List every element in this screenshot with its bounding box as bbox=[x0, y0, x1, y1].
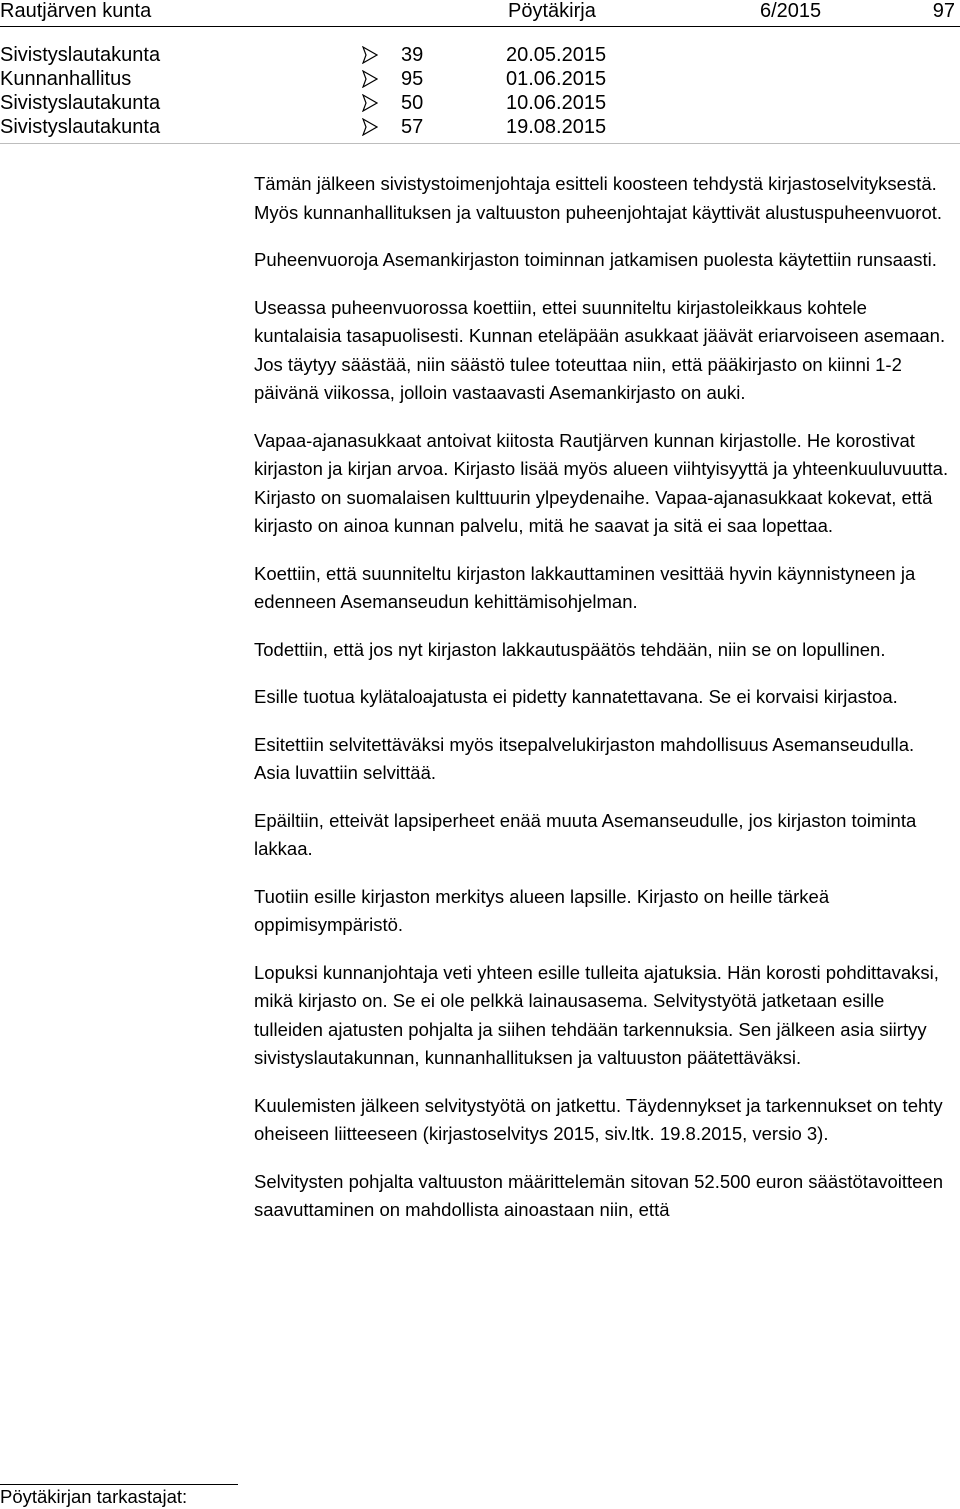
paragraph: Esitettiin selvitettäväksi myös itsepalvelukirjaston mahdollisuus Asemanseudulla. Asia luvattiin selvittää. bbox=[254, 733, 915, 783]
arrow-right-icon bbox=[362, 94, 378, 112]
paragraph: Tuotiin esille kirjaston merkitys alueen lapsille. Kirjasto on heille tärkeä oppimisympäristö. bbox=[254, 885, 830, 935]
paragraph: Vapaa-ajanasukkaat antoivat kiitosta Rautjärven kunnan kirjastolle. He korostivat kirjaston ja kirjan arvoa. Kirjasto lisää myös alueen viihtyisyyttä ja yhteenkuuluvuutta. Kirjasto on suomalaisen kulttuurin ylpeydenaihe. Vapaa-ajanasukkaat kokevat, että kirjasto on ainoa kunnan palvelu, mitä he saavat ja sitä ei saa lopettaa. bbox=[254, 429, 949, 536]
meeting-date: 10.06.2015 bbox=[506, 92, 607, 114]
document-type: Pöytäkirja bbox=[508, 0, 596, 22]
meeting-body: Kunnanhallitus bbox=[0, 68, 132, 90]
meeting-body: Sivistyslautakunta bbox=[0, 44, 161, 66]
paragraph: Epäiltiin, etteivät lapsiperheet enää muuta Asemanseudulle, jos kirjaston toiminta lakkaa. bbox=[254, 809, 917, 859]
meeting-date: 20.05.2015 bbox=[506, 44, 607, 66]
arrow-right-icon bbox=[362, 70, 378, 88]
arrow-right-icon bbox=[362, 46, 378, 64]
meeting-section-number: 57 bbox=[401, 116, 424, 138]
paragraph: Selvitysten pohjalta valtuuston määrittelemän sitovan 52.500 euron säästötavoitteen saavuttaminen on mahdollista ainoastaan niin, että bbox=[254, 1170, 944, 1220]
paragraph: Kuulemisten jälkeen selvitystyötä on jatkettu. Täydennykset ja tarkennukset on tehty oheiseen liitteeseen (kirjastoselvitys 2015, siv.ltk. 19.8.2015, versio 3). bbox=[254, 1094, 943, 1144]
page-number: 97 bbox=[932, 0, 955, 22]
meeting-date: 01.06.2015 bbox=[506, 68, 607, 90]
reviewers-label: Pöytäkirjan tarkastajat: bbox=[0, 1486, 188, 1507]
meeting-date: 19.08.2015 bbox=[506, 116, 607, 138]
meeting-section-number: 95 bbox=[401, 68, 424, 90]
minutes-body bbox=[254, 170, 954, 1225]
paragraph: Tämän jälkeen sivistystoimenjohtaja esitteli koosteen tehdystä kirjastoselvityksestä. Myös kunnanhallituksen ja valtuuston puheenjohtajat käyttivät alustuspuheenvuorot. bbox=[254, 173, 943, 223]
meeting-row bbox=[0, 43, 960, 67]
meeting-row bbox=[0, 115, 960, 139]
meeting-body: Sivistyslautakunta bbox=[0, 116, 161, 138]
meeting-history-list bbox=[0, 43, 960, 144]
arrow-right-icon bbox=[362, 118, 378, 136]
paragraph: Todettiin, että jos nyt kirjaston lakkautuspäätös tehdään, niin se on lopullinen. bbox=[254, 638, 886, 660]
issue-number: 6/2015 bbox=[760, 0, 822, 22]
paragraph: Koettiin, että suunniteltu kirjaston lakkauttaminen vesittää hyvin käynnistyneen ja edenneen Asemanseudun kehittämisohjelman. bbox=[254, 562, 916, 612]
meeting-row bbox=[0, 91, 960, 115]
municipality-name: Rautjärven kunta bbox=[0, 0, 152, 22]
document-footer bbox=[0, 1484, 960, 1509]
paragraph: Puheenvuoroja Asemankirjaston toiminnan jatkamisen puolesta käytettiin runsaasti. bbox=[254, 249, 937, 270]
meeting-section-number: 39 bbox=[401, 44, 424, 66]
paragraph: Esille tuotua kylätaloajatusta ei pidetty kannatettavana. Se ei korvaisi kirjastoa. bbox=[254, 686, 898, 707]
footer-divider bbox=[0, 1484, 238, 1485]
paragraph: Useassa puheenvuorossa koettiin, ettei suunniteltu kirjastoleikkaus kohtele kuntalaisia tasapuolisesti. Kunnan eteläpään asukkaat jäävät eriarvoiseen asemaan. Jos täytyy säästää, niin säästö tulee toteuttaa niin, että pääkirjasto on kiinni 1-2 päivänä viikossa, jolloin vastaavasti Asemankirjasto on auki. bbox=[254, 296, 946, 403]
document-header bbox=[0, 0, 960, 27]
paragraph: Lopuksi kunnanjohtaja veti yhteen esille tulleita ajatuksia. Hän korosti pohdittavaksi, mikä kirjasto on. Se ei ole pelkkä lainausasema. Selvitystyötä jatketaan esille tulleiden ajatusten pohjalta ja siihen tehdään tarkennuksia. Sen jälkeen asia siirtyy sivistyslautakunnan, kunnanhallituksen ja valtuuston päätettäväksi. bbox=[254, 961, 939, 1068]
meeting-row bbox=[0, 67, 960, 91]
meeting-section-number: 50 bbox=[401, 92, 424, 114]
meeting-body: Sivistyslautakunta bbox=[0, 92, 161, 114]
